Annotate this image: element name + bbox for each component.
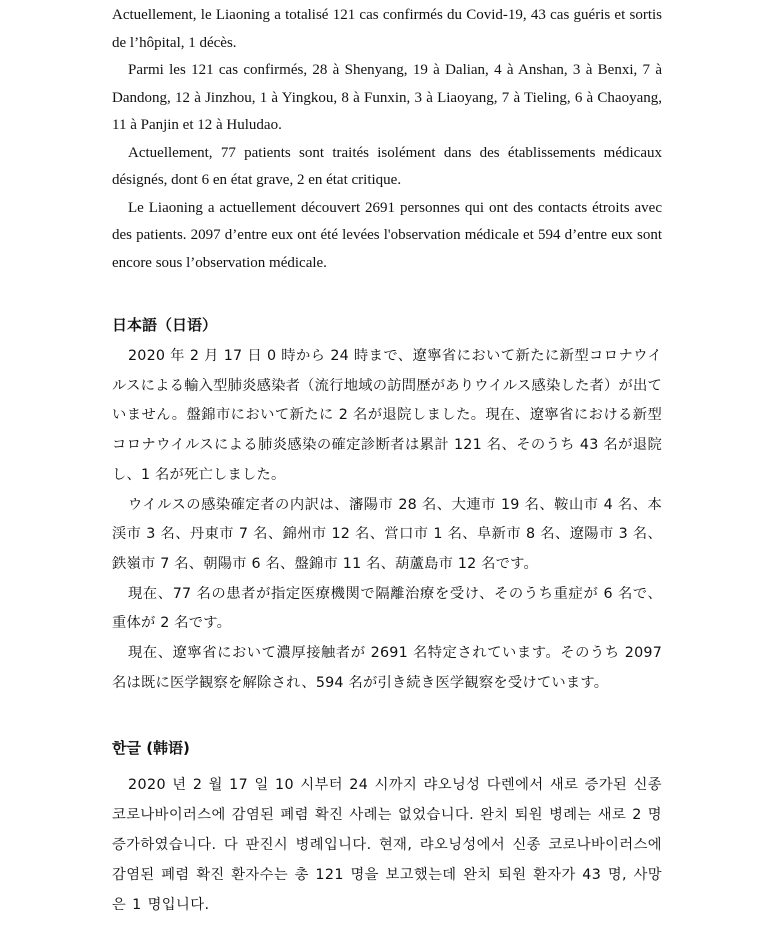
french-paragraph-2: Parmi les 121 cas confirmés, 28 à Shenyang, 19 à Dalian, 4 à Anshan, 3 à Benxi, 7 à Dandong, 12 à Jinzhou, 1 à Yingkou, 8 à Funxin, 3 à Liaoyang, 7 à Tieling, 6 à Chaoyang, 11 à Panjin et 12 à Huludao. bbox=[112, 62, 662, 133]
french-paragraph-3: Actuellement, 77 patients sont traités isolément dans des établissements médicaux désignés, dont 6 en état grave, 2 en état critique. bbox=[112, 144, 662, 188]
japanese-paragraph-2: ウイルスの感染確定者の内訳は、瀋陽市 28 名、大連市 19 名、鞍山市 4 名、本渓市 3 名、丹東市 7 名、錦州市 12 名、営口市 1 名、阜新市 8 名、遼陽市 3 名、鉄嶺市 7 名、朝陽市 6 名、盤錦市 11 名、葫蘆島市 12 名です。 bbox=[112, 496, 662, 572]
french-paragraph-4: Le Liaoning a actuellement découvert 2691 personnes qui ont des contacts étroits avec des patients. 2097 d’entre eux ont été levées l'observation médicale et 594 d’entre eux sont encore sous l’observation médicale. bbox=[112, 199, 662, 271]
korean-heading: 한글 (韩语) bbox=[112, 739, 190, 758]
japanese-heading: 日本語（日语） bbox=[112, 316, 218, 334]
french-section bbox=[112, 2, 662, 277]
japanese-paragraph-1: 2020 年 2 月 17 日 0 時から 24 時まで、遼寧省において新たに新型コロナウイルスによる輸入型肺炎感染者（流行地域の訪問歴がありウイルス感染した者）が出ていません。盤錦市において新たに 2 名が退院しました。現在、遼寧省における新型コロナウイルスによる肺炎感染の確定診断者は累計 121 名、そのうち 43 名が退院し、1 名が死亡しました。 bbox=[112, 348, 662, 483]
korean-paragraph-1: 2020 년 2 월 17 일 10 시부터 24 시까지 랴오닝성 다렌에서 새로 증가된 신종 코로나바이러스에 감염된 폐렴 확진 사례는 없었습니다. 완치 퇴원 병례는 새로 2 명 증가하였습니다. 다 판진시 병례입니다. 현재, 랴오닝성에서 신종 코로나바이러스에 감염된 폐렴 확진 환자수는 총 121 명을 보고했는데 완치 퇴원 환자가 43 명, 사망은 1 명입니다. bbox=[112, 777, 662, 914]
japanese-paragraph-4: 現在、遼寧省において濃厚接触者が 2691 名特定されています。そのうち 2097 名は既に医学観察を解除され、594 名が引き続き医学観察を受けています。 bbox=[112, 645, 662, 691]
french-paragraph-1: Actuellement, le Liaoning a totalisé 121 cas confirmés du Covid-19, 43 cas guéris et sortis de l’hôpital, 1 décès. bbox=[112, 7, 662, 51]
document-page bbox=[112, 2, 662, 920]
japanese-paragraph-3: 現在、77 名の患者が指定医療機関で隔離治療を受け、そのうち重症が 6 名で、重体が 2 名です。 bbox=[112, 585, 662, 632]
korean-section bbox=[112, 734, 662, 920]
japanese-section bbox=[112, 311, 662, 698]
